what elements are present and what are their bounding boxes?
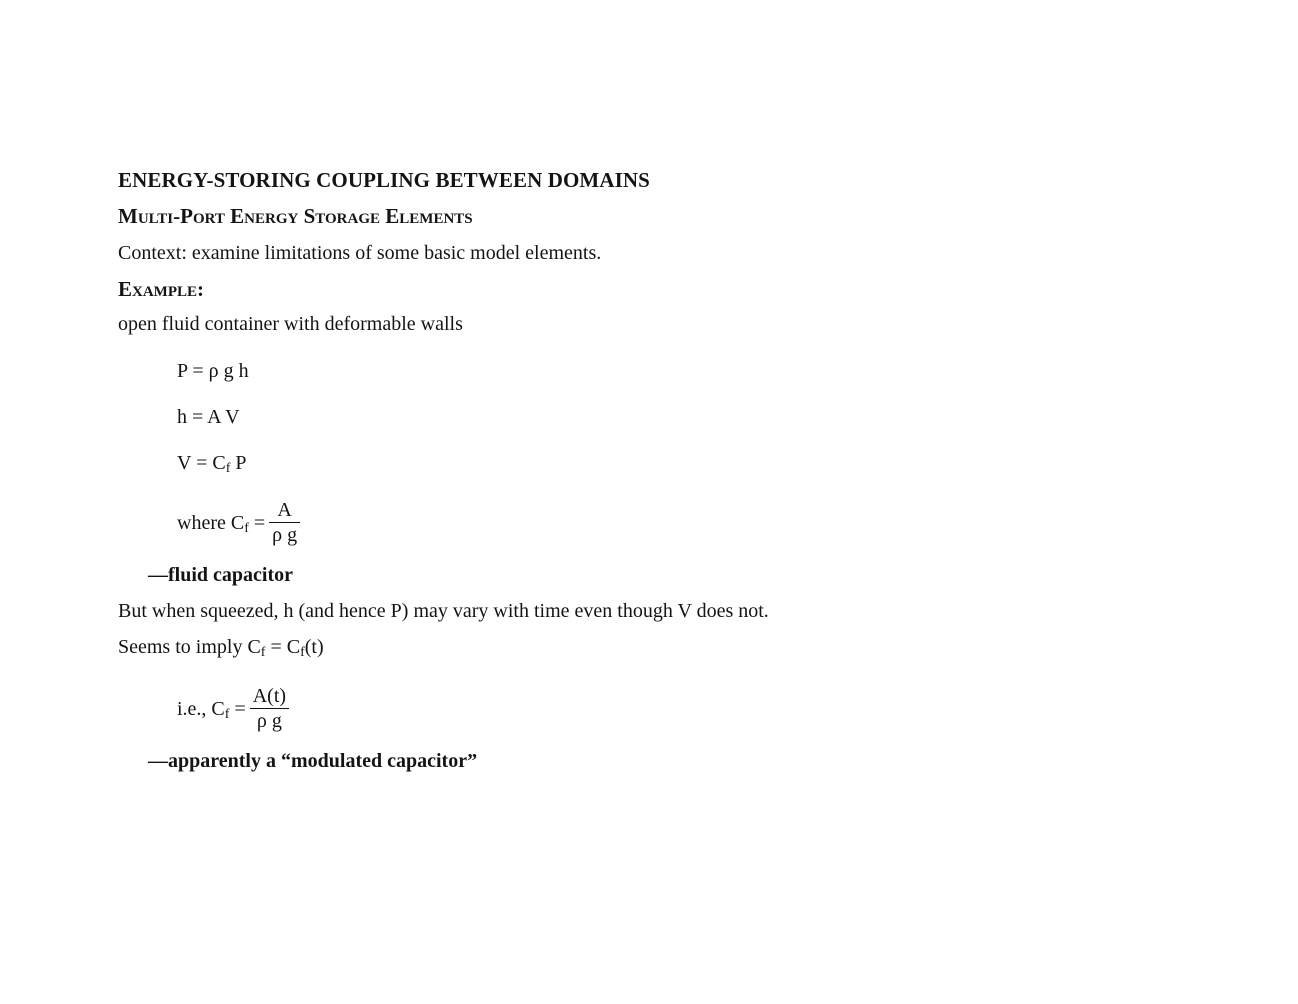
- fraction: [269, 498, 300, 547]
- subsection-heading: Multi-Port Energy Storage Elements: [118, 204, 473, 228]
- example-description: open fluid container with deformable walls: [118, 313, 463, 335]
- fraction-numerator: A(t): [250, 684, 289, 709]
- modulated-capacitor-label: —apparently a “modulated capacitor”: [148, 750, 478, 772]
- context-text: Context: examine limitations of some basic model elements.: [118, 242, 602, 264]
- equation-volume-rhs: P: [230, 452, 247, 474]
- equals-sign: =: [229, 698, 246, 721]
- equation-volume-lhs: V = C: [177, 452, 226, 474]
- where-prefix: where C: [177, 512, 245, 535]
- fraction: [250, 684, 289, 733]
- fraction-denominator: ρ g: [272, 524, 298, 546]
- equals-sign: =: [248, 512, 266, 535]
- implication-suffix: (t): [304, 636, 324, 658]
- fraction-denominator: ρ g: [256, 710, 282, 732]
- equation-height: h = A V: [177, 406, 240, 428]
- implication-prefix: Seems to imply C: [118, 636, 261, 658]
- section-heading: ENERGY-STORING COUPLING BETWEEN DOMAINS: [118, 168, 650, 192]
- example-label: Example:: [118, 277, 204, 301]
- subscript: f: [260, 645, 266, 660]
- subscript: f: [300, 645, 305, 660]
- subscript: f: [244, 521, 249, 537]
- fraction-numerator: A: [269, 498, 300, 523]
- equation-capacitance-definition: [177, 500, 300, 549]
- squeezed-text: But when squeezed, h (and hence P) may vary with time even though V does not.: [118, 600, 769, 622]
- subscript: f: [224, 707, 230, 723]
- implication-middle: = C: [265, 636, 301, 658]
- equation-volume: [177, 451, 247, 481]
- equation-pressure: P = ρ g h: [177, 360, 249, 382]
- fluid-capacitor-label: —fluid capacitor: [148, 564, 293, 586]
- equation-modulated-capacitance: [177, 686, 289, 735]
- subscript: f: [225, 461, 231, 476]
- implication-text: [118, 635, 324, 665]
- ie-prefix: i.e., C: [177, 698, 225, 721]
